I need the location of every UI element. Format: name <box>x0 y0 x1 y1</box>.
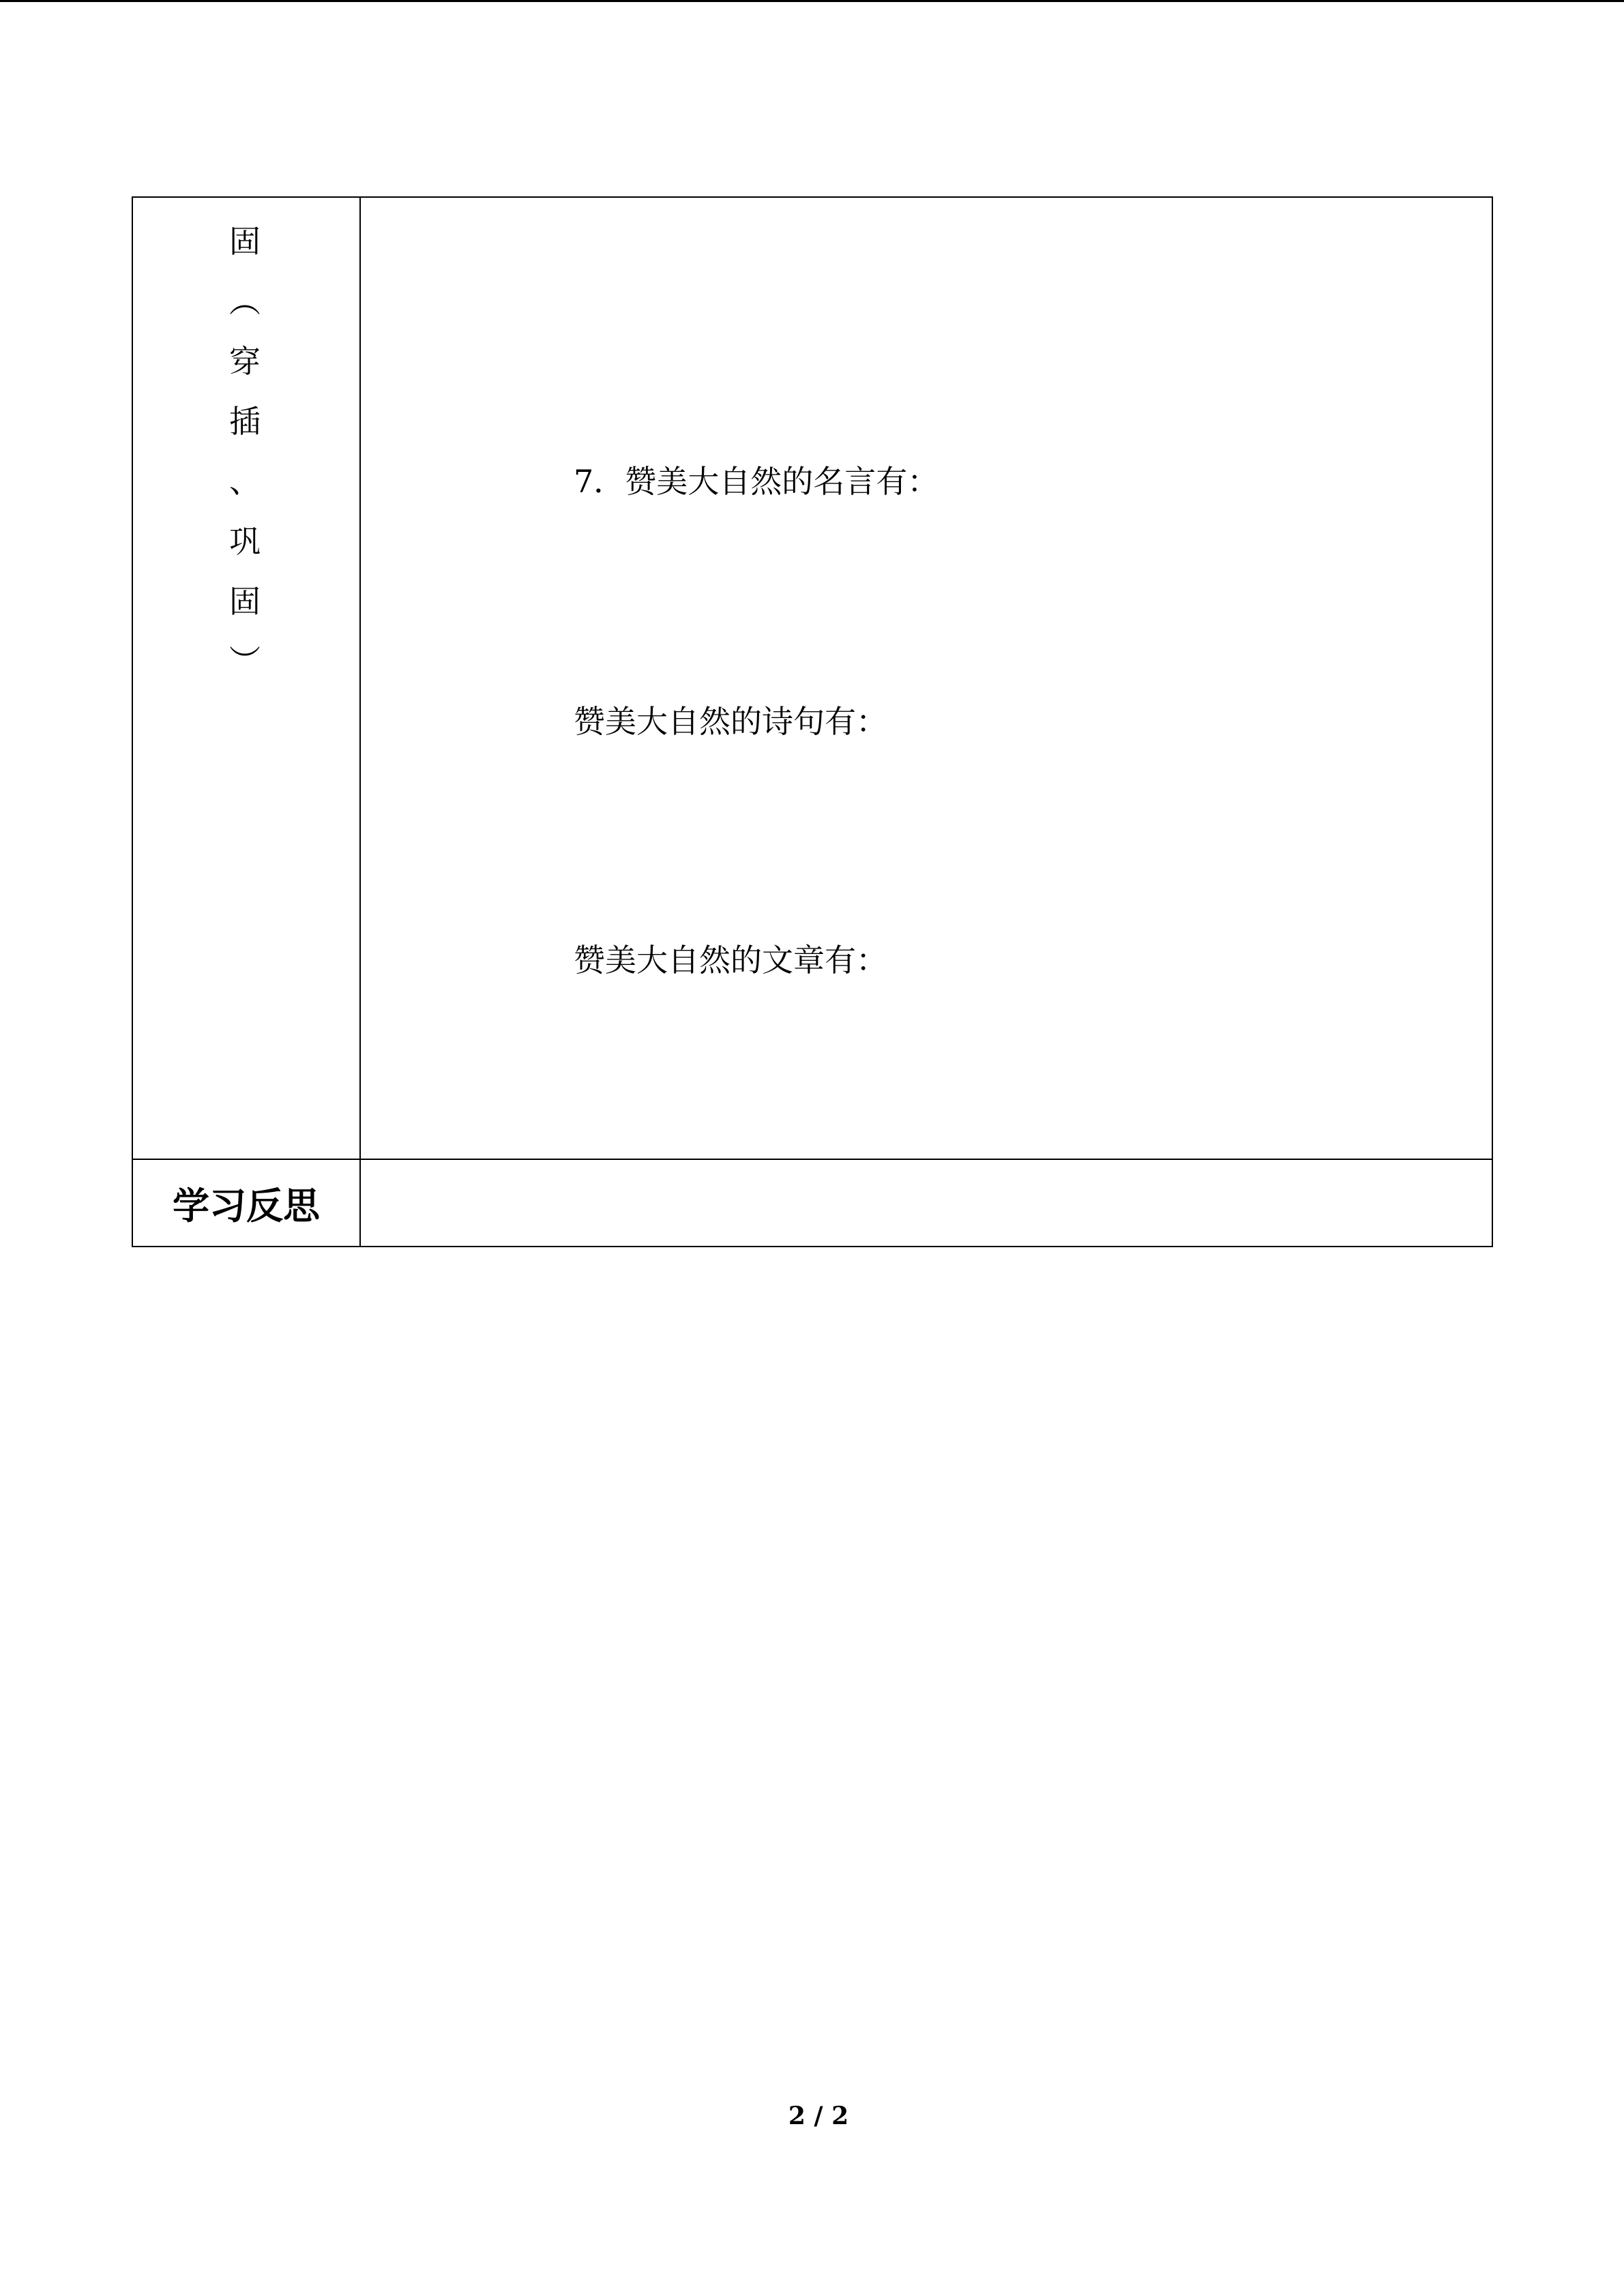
section-label-char: 插 <box>229 403 261 440</box>
section-label-vertical <box>211 211 279 691</box>
question-sayings: 7．赞美大自然的名言有： <box>574 463 939 500</box>
page-number: 2 / 2 <box>788 2102 849 2130</box>
top-border-rule <box>0 0 1624 2</box>
exercise-content-cell <box>361 198 1492 1159</box>
section-label-char: 固 <box>229 583 261 620</box>
section-label-char: ︵ <box>229 283 261 320</box>
section-label-char: 、 <box>229 463 261 500</box>
question-poems: 赞美大自然的诗句有： <box>574 703 887 740</box>
reflection-answer-cell[interactable] <box>361 1160 1492 1246</box>
section-label-char: 固 <box>229 223 261 260</box>
worksheet-table <box>132 196 1493 1247</box>
section-label-char: ︶ <box>229 643 261 680</box>
section-label-char: 穿 <box>229 343 261 380</box>
reflection-label: 学习反思 <box>173 1184 320 1227</box>
section-label-char: 巩 <box>229 523 261 560</box>
question-articles: 赞美大自然的文章有： <box>574 942 887 979</box>
